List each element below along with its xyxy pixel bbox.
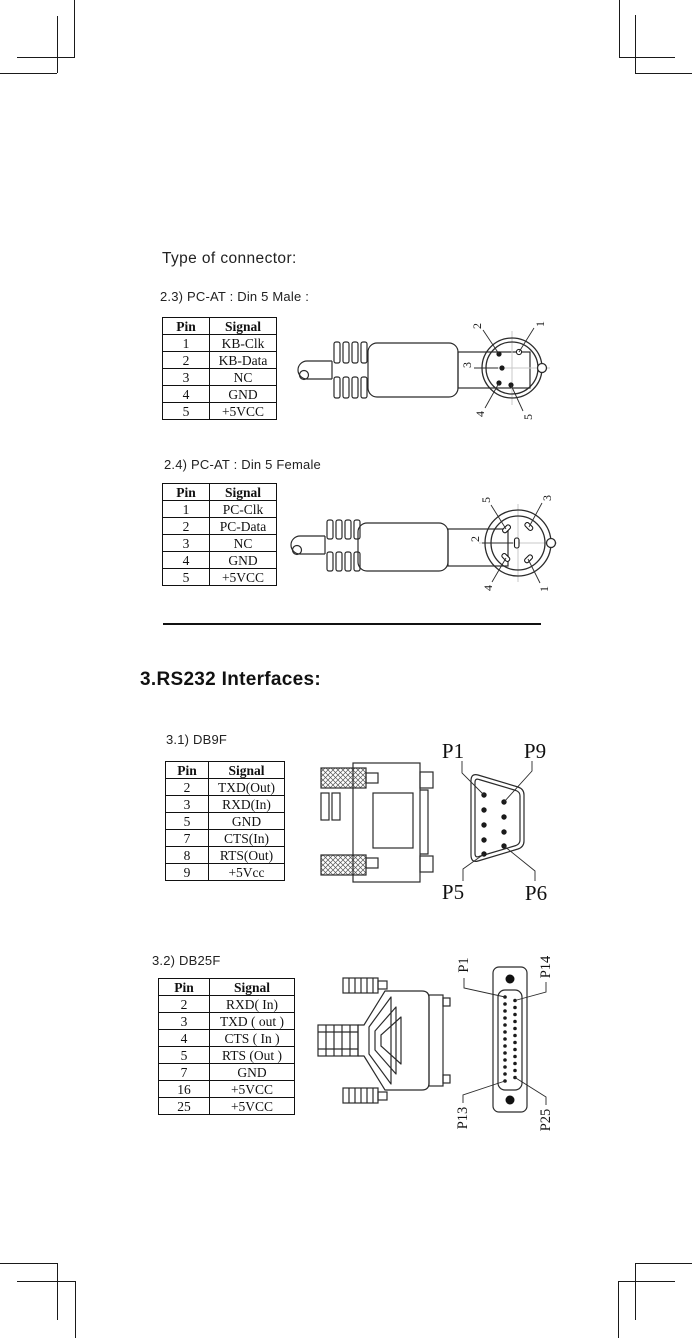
table-cell: GND [210,552,277,569]
table-cell: 25 [159,1098,210,1115]
table-cell: +5VCC [210,403,277,420]
table-cell: GND [210,386,277,403]
column-header: Pin [163,484,210,501]
table-cell: 3 [166,796,209,813]
table-cell: 9 [166,864,209,881]
table-cell: 4 [163,386,210,403]
table-cell: TXD ( out ) [210,1013,295,1030]
table-row [163,352,277,369]
table-cell: +5Vcc [209,864,285,881]
table-cell: GND [209,813,285,830]
table-row [166,830,285,847]
db25f-side-view [318,978,450,1103]
table-cell: 2 [163,518,210,535]
table-row [166,796,285,813]
table-cell: PC-Clk [210,501,277,518]
db25f-heading: 3.2) DB25F [152,953,221,968]
db9f-face-view [442,739,547,905]
din5-female-pin-table [162,483,277,586]
db9f-side-view [321,763,433,882]
table-cell: 16 [159,1081,210,1098]
din5-male-pin-label-2: 2 [470,323,484,329]
table-row [159,1013,295,1030]
table-cell: RXD( In) [210,996,295,1013]
db25f-pin-label-p25: P25 [538,1108,554,1132]
table-cell: 5 [159,1047,210,1064]
table-row [159,1064,295,1081]
db9f-pin-label-p9: P9 [523,739,547,763]
db25f-pin-label-p1: P1 [456,957,472,973]
table-cell: 2 [159,996,210,1013]
table-header-row [159,979,295,996]
table-cell: 4 [163,552,210,569]
page-title: Type of connector: [162,250,297,267]
din5-male-heading: 2.3) PC-AT : Din 5 Male : [160,289,310,304]
table-header-row [166,762,285,779]
din5-male-pin-label-5: 5 [521,414,535,420]
table-cell: 3 [163,369,210,386]
din5-male-face-view [460,321,550,420]
table-row [163,569,277,586]
table-row [163,552,277,569]
table-row [159,1081,295,1098]
table-cell: +5VCC [210,1098,295,1115]
table-cell: CTS ( In ) [210,1030,295,1047]
din5-male-pin-label-3: 3 [460,362,474,368]
din5-male-pin-label-4: 4 [473,411,487,417]
table-cell: RXD(In) [209,796,285,813]
din5-female-pin-label-5: 5 [479,497,493,503]
db9f-pin-label-p5: P5 [441,880,465,904]
column-header: Pin [166,762,209,779]
table-row [159,1098,295,1115]
column-header: Pin [159,979,210,996]
din5-male-pin-label-1: 1 [533,321,547,327]
table-cell: RTS (Out ) [210,1047,295,1064]
table-cell: 7 [159,1064,210,1081]
table-cell: 7 [166,830,209,847]
db25f-face-view [455,955,554,1131]
table-cell: 4 [159,1030,210,1047]
din5-male-pin-table [162,317,277,420]
table-header-row [163,484,277,501]
table-cell: GND [210,1064,295,1081]
table-row [166,864,285,881]
din5-female-pin-label-4: 4 [481,585,495,591]
column-header: Signal [210,979,295,996]
table-cell: NC [210,369,277,386]
column-header: Signal [210,318,277,335]
table-cell: 2 [166,779,209,796]
din5-male-illustration [290,315,555,425]
table-row [166,813,285,830]
din5-female-heading: 2.4) PC-AT : Din 5 Female [164,457,321,472]
table-cell: 5 [163,569,210,586]
din5-female-illustration [285,478,560,593]
table-cell: 1 [163,335,210,352]
din5-female-side-view [291,520,508,571]
table-cell: +5VCC [210,569,277,586]
table-row [159,1047,295,1064]
rs232-section-heading: 3.RS232 Interfaces: [140,669,322,690]
table-cell: CTS(In) [209,830,285,847]
din5-female-pin-label-1: 1 [537,586,551,592]
db25f-pin-table [158,978,295,1115]
table-cell: 5 [166,813,209,830]
table-cell: +5VCC [210,1081,295,1098]
table-cell: RTS(Out) [209,847,285,864]
db9f-illustration [313,735,558,905]
table-cell: 1 [163,501,210,518]
table-cell: NC [210,535,277,552]
db9f-heading: 3.1) DB9F [166,732,228,747]
table-cell: 3 [159,1013,210,1030]
table-row [166,779,285,796]
section-divider [163,623,541,625]
table-cell: 8 [166,847,209,864]
db9f-pin-label-p6: P6 [524,881,548,905]
table-row [163,403,277,420]
table-row [163,335,277,352]
table-cell: PC-Data [210,518,277,535]
table-header-row [163,318,277,335]
table-row [159,996,295,1013]
table-row [163,501,277,518]
table-cell: KB-Data [210,352,277,369]
column-header: Signal [209,762,285,779]
table-row [159,1030,295,1047]
db25f-pin-label-p13: P13 [455,1106,471,1130]
db25f-illustration [313,948,558,1133]
table-cell: KB-Clk [210,335,277,352]
din5-female-pin-label-2: 2 [468,536,482,542]
table-row [163,369,277,386]
din5-female-face-view [468,495,557,592]
table-cell: 5 [163,403,210,420]
db25f-pin-label-p14: P14 [538,955,554,979]
table-cell: 2 [163,352,210,369]
column-header: Pin [163,318,210,335]
table-row [166,847,285,864]
table-row [163,386,277,403]
table-cell: 3 [163,535,210,552]
table-cell: TXD(Out) [209,779,285,796]
table-row [163,518,277,535]
column-header: Signal [210,484,277,501]
db9f-pin-table [165,761,285,881]
db9f-pin-label-p1: P1 [441,739,465,763]
table-row [163,535,277,552]
din5-female-pin-label-3: 3 [540,495,554,501]
